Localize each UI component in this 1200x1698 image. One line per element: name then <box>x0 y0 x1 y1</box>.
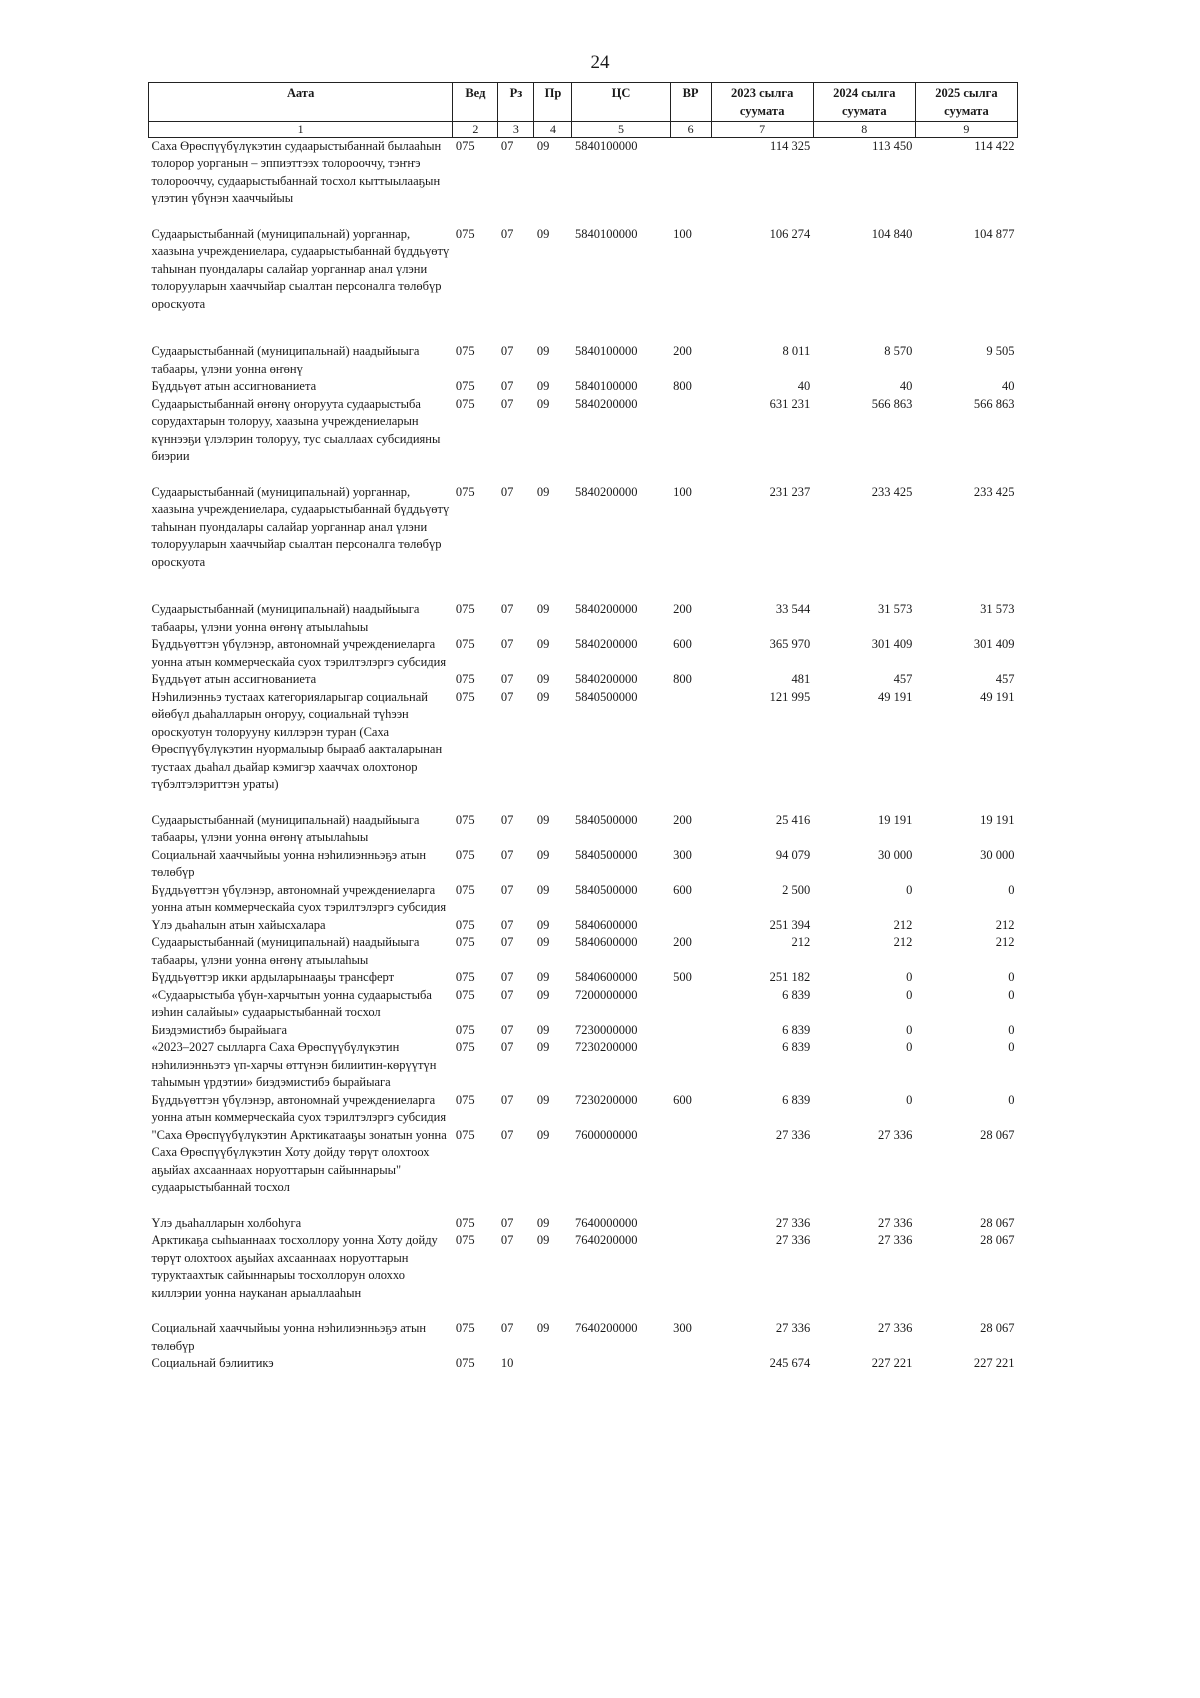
row-name: «Судаарыстыба үбүн-харчытын уонна судаарыстыба иэһин салайыы» судаарыстыбаннай тосхол <box>151 987 432 1020</box>
row-name: Бүддьүөттэн үбүлэнэр, автономнай учреждениеларга уонна атын коммерческайа суох тэрилтэлэргэ субсидия <box>151 1092 447 1125</box>
row-vr <box>670 987 711 1022</box>
row-pr: 09 <box>536 226 550 241</box>
row-2025: 30 000 <box>980 847 1015 862</box>
row-pr: 09 <box>536 344 550 359</box>
row-name: Судаарыстыбаннай (муниципальнай) наадыйыыга табаары, үлэни уонна өҥөнү <box>151 344 420 376</box>
row-spacer-cell <box>149 208 1018 226</box>
row-2024: 0 <box>906 987 913 1002</box>
row-vr <box>670 1355 711 1373</box>
row-rz: 07 <box>500 1040 514 1055</box>
column-number: 1 <box>149 122 453 137</box>
row-rz: 07 <box>500 812 514 827</box>
row-name: Арктикаҕа сыһыаннаах тосхоллору уонна Хоту дойду төрүт олохтоох аҕыйах ахсааннаах норуоттарын туруктаахтык сайыннарыы тосхоллорун олоххо киллэрии уонна науканан арыаллааһын <box>151 1233 438 1300</box>
row-name: Үлэ дьаһалын атын хайысхалара <box>151 917 326 932</box>
table-row <box>149 1039 1018 1092</box>
row-2025: 28 067 <box>980 1233 1015 1248</box>
header-2025: 2025 сылга суумата <box>915 83 1017 122</box>
row-2024: 0 <box>906 1022 913 1037</box>
row-cs: 5840500000 <box>574 812 638 827</box>
row-spacer-cell <box>149 466 1018 484</box>
table-row <box>149 484 1018 572</box>
row-rz: 07 <box>500 637 514 652</box>
row-pr: 09 <box>536 970 550 985</box>
row-cs: 5840500000 <box>574 847 638 862</box>
row-spacer-cell <box>149 571 1018 601</box>
row-2024: 566 863 <box>871 396 913 411</box>
header-cs: ЦС <box>572 83 670 122</box>
row-2023: 25 416 <box>775 812 811 827</box>
row-rz: 07 <box>500 1215 514 1230</box>
column-number: 6 <box>670 122 711 137</box>
row-2025: 457 <box>995 672 1015 687</box>
row-2025: 31 573 <box>980 602 1015 617</box>
row-vr <box>670 1022 711 1040</box>
row-vr <box>670 396 711 466</box>
table-row <box>149 226 1018 314</box>
row-pr: 09 <box>536 1022 550 1037</box>
row-2024: 27 336 <box>877 1233 913 1248</box>
row-ved: 075 <box>455 1040 475 1055</box>
row-vr: 200 <box>673 602 692 617</box>
row-cs: 7640200000 <box>574 1321 638 1336</box>
row-rz: 07 <box>500 689 514 704</box>
row-cs: 5840600000 <box>574 935 638 950</box>
row-ved: 075 <box>455 1092 475 1107</box>
table-row <box>149 636 1018 671</box>
row-name: Нэһилиэнньэ тустаах категорияларыгар социальнай өйөбүл дьаһалларын оҥоруу, социальнай түһээн ороскуотун толорууну киллэрэн туран (Саха Өрөспүүбүлүкэтин нуормалыыр бырааб аакталарынан тустаах дьаһал дьайар кэмигэр хааччах олохтонор түбэлтэлэриттэн ураты) <box>151 689 443 792</box>
row-2025: 0 <box>1008 882 1015 897</box>
row-name: Судаарыстыбаннай (муниципальнай) наадыйыыга табаары, үлэни уонна өҥөнү атыылаһыы <box>151 812 420 845</box>
row-pr: 09 <box>536 689 550 704</box>
table-row <box>149 689 1018 794</box>
row-2025: 0 <box>1008 1022 1015 1037</box>
row-spacer <box>149 1197 1018 1215</box>
row-pr: 09 <box>536 812 550 827</box>
row-ved: 075 <box>455 882 475 897</box>
row-2025: 28 067 <box>980 1321 1015 1336</box>
row-cs: 5840600000 <box>574 917 638 932</box>
row-2025: 28 067 <box>980 1215 1015 1230</box>
row-pr: 09 <box>536 917 550 932</box>
row-pr: 09 <box>536 987 550 1002</box>
row-ved: 075 <box>455 689 475 704</box>
table-row <box>149 1022 1018 1040</box>
row-2024: 27 336 <box>877 1321 913 1336</box>
column-number: 2 <box>453 122 498 137</box>
row-vr: 600 <box>673 882 692 897</box>
row-rz: 07 <box>500 379 514 394</box>
row-2023: 106 274 <box>769 226 811 241</box>
row-vr: 600 <box>673 637 692 652</box>
row-2024: 49 191 <box>877 689 913 704</box>
row-pr: 09 <box>536 379 550 394</box>
row-vr <box>670 917 711 935</box>
header-vr: ВР <box>670 83 711 122</box>
row-2023: 231 237 <box>769 484 811 499</box>
row-name: Бүддьүөттэн үбүлэнэр, автономнай учреждениеларга уонна атын коммерческайа суох тэрилтэлэргэ субсидия <box>151 882 447 915</box>
row-rz: 07 <box>500 344 514 359</box>
row-rz: 07 <box>500 1127 514 1142</box>
row-2025: 566 863 <box>973 396 1015 411</box>
row-2023: 481 <box>791 672 811 687</box>
row-2023: 40 <box>797 379 811 394</box>
row-pr: 09 <box>536 935 550 950</box>
header-2024: 2024 сылга суумата <box>813 83 915 122</box>
row-2023: 27 336 <box>775 1127 811 1142</box>
row-cs <box>572 1355 670 1373</box>
row-cs: 5840500000 <box>574 882 638 897</box>
row-2023: 33 544 <box>775 602 811 617</box>
row-2025: 301 409 <box>973 637 1015 652</box>
row-pr: 09 <box>536 1215 550 1230</box>
row-pr: 09 <box>536 882 550 897</box>
row-spacer <box>149 466 1018 484</box>
row-spacer-cell <box>149 313 1018 343</box>
row-ved: 075 <box>455 344 475 359</box>
row-2025: 28 067 <box>980 1127 1015 1142</box>
row-pr: 09 <box>536 396 550 411</box>
row-2024: 19 191 <box>877 812 913 827</box>
row-cs: 5840500000 <box>574 689 638 704</box>
row-ved: 075 <box>455 935 475 950</box>
row-name: Биэдэмистибэ бырайыага <box>151 1022 288 1037</box>
column-number: 4 <box>534 122 572 137</box>
table-row <box>149 969 1018 987</box>
row-2025: 227 221 <box>973 1356 1015 1371</box>
row-spacer-cell <box>149 794 1018 812</box>
row-pr: 09 <box>536 1321 550 1336</box>
row-pr: 09 <box>536 672 550 687</box>
column-number: 3 <box>498 122 534 137</box>
row-2023: 245 674 <box>769 1356 811 1371</box>
row-name: Бүддьүөт атын ассигнованиета <box>151 379 317 394</box>
row-spacer <box>149 313 1018 343</box>
row-name: "Саха Өрөспүүбүлүкэтин Арктикатааҕы зонатын уонна Саха Өрөспүүбүлүкэтин Хоту дойду төрүт олохтоох аҕыйах ахсааннаах норуоттарын сайыннарыы" судаарыстыбаннай тосхол <box>151 1127 447 1195</box>
table-row <box>149 1232 1018 1302</box>
row-2023: 2 500 <box>782 882 811 897</box>
row-2024: 0 <box>906 882 913 897</box>
row-rz: 07 <box>500 917 514 932</box>
row-name: Бүддьүөттэр икки ардыларынааҕы трансферт <box>151 970 395 985</box>
header-ved: Вед <box>453 83 498 122</box>
row-rz: 10 <box>500 1356 514 1371</box>
row-name: «2023–2027 сылларга Саха Өрөспүүбүлүкэтин нэһилиэнньэтэ үп-харчы өттүнэн билиитин-көрүүтүн таһымын үрдэтии» биэдэмистибэ бырайыага <box>151 1040 437 1090</box>
header-name: Аата <box>149 83 453 122</box>
row-spacer-cell <box>149 1302 1018 1320</box>
table-row <box>149 137 1018 208</box>
row-cs: 5840200000 <box>574 637 638 652</box>
row-ved: 075 <box>455 970 475 985</box>
row-2025: 9 505 <box>986 344 1015 359</box>
table-row <box>149 812 1018 847</box>
row-ved: 075 <box>455 812 475 827</box>
row-cs: 5840200000 <box>574 396 638 411</box>
row-cs: 5840200000 <box>574 484 638 499</box>
row-pr: 09 <box>536 637 550 652</box>
row-2024: 457 <box>893 672 913 687</box>
row-rz: 07 <box>500 847 514 862</box>
row-vr <box>670 1039 711 1092</box>
row-spacer <box>149 208 1018 226</box>
row-cs: 5840100000 <box>574 344 638 359</box>
row-2024: 301 409 <box>871 637 913 652</box>
row-2023: 6 839 <box>782 987 811 1002</box>
table-row <box>149 1092 1018 1127</box>
row-vr: 600 <box>673 1092 692 1107</box>
row-cs: 7230000000 <box>574 1022 638 1037</box>
row-cs: 5840200000 <box>574 672 638 687</box>
row-name: Судаарыстыбаннай (муниципальнай) уорганнар, хаазына учреждениелара, судаарыстыбаннай бүддьүөтү таһынан пуондалары салайар уорганнар анал үлэни толорууларын хааччыйар сыалтан персоналга төлөбүр ороскуота <box>151 484 450 569</box>
row-2025: 40 <box>1002 379 1015 394</box>
row-ved: 075 <box>455 987 475 1002</box>
row-ved: 075 <box>455 1022 475 1037</box>
row-pr <box>534 1355 572 1373</box>
row-2024: 30 000 <box>877 847 913 862</box>
row-pr: 09 <box>536 484 550 499</box>
row-2024: 212 <box>893 917 913 932</box>
row-2023: 631 231 <box>769 396 811 411</box>
row-2024: 113 450 <box>872 138 913 153</box>
row-spacer <box>149 1302 1018 1320</box>
table-row <box>149 343 1018 378</box>
row-vr: 100 <box>673 226 692 241</box>
row-2024: 233 425 <box>871 484 913 499</box>
row-2024: 0 <box>906 1092 913 1107</box>
row-2024: 104 840 <box>871 226 913 241</box>
table-row <box>149 1355 1018 1373</box>
row-2025: 0 <box>1008 987 1015 1002</box>
table-row <box>149 396 1018 466</box>
row-name: Бүддьүөттэн үбүлэнэр, автономнай учреждениеларга уонна атын коммерческайа суох тэрилтэлэргэ субсидия <box>151 637 447 669</box>
row-vr: 200 <box>673 344 692 359</box>
row-2025: 114 422 <box>974 138 1015 153</box>
row-2025: 49 191 <box>980 689 1015 704</box>
row-ved: 075 <box>455 637 475 652</box>
row-rz: 07 <box>500 1233 514 1248</box>
row-vr <box>670 1215 711 1233</box>
row-pr: 09 <box>536 1233 550 1248</box>
row-2023: 6 839 <box>782 1022 811 1037</box>
row-vr: 200 <box>673 935 692 950</box>
row-vr: 100 <box>673 484 692 499</box>
row-2023: 8 011 <box>782 344 811 359</box>
row-2023: 94 079 <box>775 847 811 862</box>
table-body <box>149 137 1018 1373</box>
row-2023: 251 394 <box>769 917 811 932</box>
column-number: 8 <box>813 122 915 137</box>
row-2024: 31 573 <box>877 602 913 617</box>
table-row <box>149 378 1018 396</box>
row-name: Судаарыстыбаннай өҥөнү оҥоруута судаарыстыба сорудахтарын толоруу, хаазына учреждениеларын күннээҕи үлэлэрин толоруу, тус сыаллаах субсидияны биэрии <box>151 396 441 464</box>
row-cs: 7200000000 <box>574 987 638 1002</box>
table-row <box>149 987 1018 1022</box>
row-2025: 233 425 <box>973 484 1015 499</box>
column-number-row <box>149 122 1018 137</box>
row-name: Социальнай хааччыйыы уонна нэһилиэнньэҕэ атын төлөбүр <box>151 847 427 880</box>
row-ved: 075 <box>455 484 475 499</box>
row-2023: 212 <box>791 935 811 950</box>
row-spacer-cell <box>149 1197 1018 1215</box>
row-ved: 075 <box>455 602 475 617</box>
row-ved: 075 <box>455 1321 475 1336</box>
row-ved: 075 <box>455 396 475 411</box>
header-pr: Пр <box>534 83 572 122</box>
row-rz: 07 <box>500 970 514 985</box>
row-name: Судаарыстыбаннай (муниципальнай) наадыйыыга табаары, үлэни уонна өҥөнү атыылаһыы <box>151 935 420 967</box>
row-spacer <box>149 571 1018 601</box>
row-2024: 212 <box>893 935 913 950</box>
row-ved: 075 <box>455 1233 475 1248</box>
row-2025: 0 <box>1008 970 1015 985</box>
row-vr: 200 <box>673 812 692 827</box>
row-2024: 27 336 <box>877 1127 913 1142</box>
table-row <box>149 671 1018 689</box>
row-cs: 5840600000 <box>574 970 638 985</box>
row-spacer <box>149 794 1018 812</box>
row-2024: 0 <box>906 970 913 985</box>
row-rz: 07 <box>500 138 514 153</box>
row-ved: 075 <box>455 672 475 687</box>
row-cs: 5840100000 <box>574 226 638 241</box>
row-name: Судаарыстыбаннай (муниципальнай) наадыйыыга табаары, үлэни уонна өҥөнү атыылаһыы <box>151 602 420 634</box>
row-ved: 075 <box>455 1215 475 1230</box>
row-name: Социальнай хааччыйыы уонна нэһилиэнньэҕэ атын төлөбүр <box>151 1321 427 1353</box>
row-vr: 800 <box>673 379 692 394</box>
row-2024: 8 570 <box>884 344 913 359</box>
page-number: 24 <box>590 52 610 73</box>
column-number: 5 <box>572 122 670 137</box>
row-pr: 09 <box>536 602 550 617</box>
row-vr <box>670 137 711 208</box>
row-rz: 07 <box>500 484 514 499</box>
table-row <box>149 601 1018 636</box>
row-2025: 0 <box>1008 1040 1015 1055</box>
row-cs: 7640000000 <box>574 1215 638 1230</box>
row-pr: 09 <box>536 1127 550 1142</box>
row-vr <box>670 689 711 794</box>
row-rz: 07 <box>500 987 514 1002</box>
row-2025: 0 <box>1008 1092 1015 1107</box>
row-2024: 40 <box>899 379 913 394</box>
row-ved: 075 <box>455 138 475 153</box>
row-2023: 27 336 <box>775 1321 811 1336</box>
table-row <box>149 1320 1018 1355</box>
row-2023: 114 325 <box>770 138 811 153</box>
row-rz: 07 <box>500 226 514 241</box>
row-vr <box>670 1232 711 1302</box>
header-rz: Рз <box>498 83 534 122</box>
row-2023: 6 839 <box>782 1092 811 1107</box>
row-cs: 7230200000 <box>574 1092 638 1107</box>
row-rz: 07 <box>500 882 514 897</box>
row-rz: 07 <box>500 672 514 687</box>
row-name: Үлэ дьаһалларын холбоһуга <box>151 1215 302 1230</box>
row-ved: 075 <box>455 226 475 241</box>
row-vr: 300 <box>673 1321 692 1336</box>
row-ved: 075 <box>455 1127 475 1142</box>
row-2024: 27 336 <box>877 1215 913 1230</box>
row-cs: 7230200000 <box>574 1040 638 1055</box>
column-number: 7 <box>711 122 813 137</box>
row-pr: 09 <box>536 138 550 153</box>
row-rz: 07 <box>500 1321 514 1336</box>
table-row <box>149 917 1018 935</box>
row-name: Судаарыстыбаннай (муниципальнай) уорганнар, хаазына учреждениелара, судаарыстыбаннай бүддьүөтү таһынан пуондалары салайар уорганнар анал үлэни толорууларын хааччыйар сыалтан персоналга төлөбүр ороскуота <box>151 226 450 311</box>
row-ved: 075 <box>455 1356 475 1371</box>
row-name: Социальнай бэлиитикэ <box>151 1356 274 1371</box>
row-2025: 212 <box>995 917 1015 932</box>
row-cs: 5840100000 <box>574 379 638 394</box>
table-row <box>149 1127 1018 1197</box>
row-2023: 27 336 <box>775 1233 811 1248</box>
row-name: Саха Өрөспүүбүлүкэтин судаарыстыбаннай былааһын толорор уорганын – эппиэттээх толорооччу, тэҥҥэ толорооччу, судаарыстыбаннай тосхол кыттыылааҕын үлэтин үбүнэн хааччыйыы <box>151 138 442 206</box>
table-header <box>149 83 1018 138</box>
row-2023: 121 995 <box>769 689 811 704</box>
table-row <box>149 1215 1018 1233</box>
row-ved: 075 <box>455 379 475 394</box>
row-rz: 07 <box>500 1092 514 1107</box>
row-ved: 075 <box>455 917 475 932</box>
row-2024: 227 221 <box>871 1356 913 1371</box>
row-2025: 19 191 <box>980 812 1015 827</box>
row-vr <box>670 1127 711 1197</box>
row-pr: 09 <box>536 1092 550 1107</box>
row-2023: 251 182 <box>769 970 811 985</box>
table-row <box>149 847 1018 882</box>
row-rz: 07 <box>500 935 514 950</box>
row-cs: 7640200000 <box>574 1233 638 1248</box>
row-rz: 07 <box>500 1022 514 1037</box>
row-2023: 365 970 <box>769 637 811 652</box>
column-number: 9 <box>915 122 1017 137</box>
row-2023: 6 839 <box>782 1040 811 1055</box>
row-rz: 07 <box>500 396 514 411</box>
row-vr: 800 <box>673 672 692 687</box>
row-cs: 5840100000 <box>574 138 638 153</box>
row-vr: 300 <box>673 847 692 862</box>
budget-table <box>148 82 1018 1373</box>
row-ved: 075 <box>455 847 475 862</box>
row-pr: 09 <box>536 1040 550 1055</box>
row-2025: 212 <box>995 935 1015 950</box>
row-cs: 7600000000 <box>574 1127 638 1142</box>
header-2023: 2023 сылга суумата <box>711 83 813 122</box>
table-row <box>149 934 1018 969</box>
row-rz: 07 <box>500 602 514 617</box>
row-2025: 104 877 <box>973 226 1015 241</box>
row-pr: 09 <box>536 847 550 862</box>
row-name: Бүддьүөт атын ассигнованиета <box>151 672 317 687</box>
row-vr: 500 <box>673 970 692 985</box>
table-row <box>149 882 1018 917</box>
row-cs: 5840200000 <box>574 602 638 617</box>
row-2023: 27 336 <box>775 1215 811 1230</box>
row-2024: 0 <box>906 1040 913 1055</box>
